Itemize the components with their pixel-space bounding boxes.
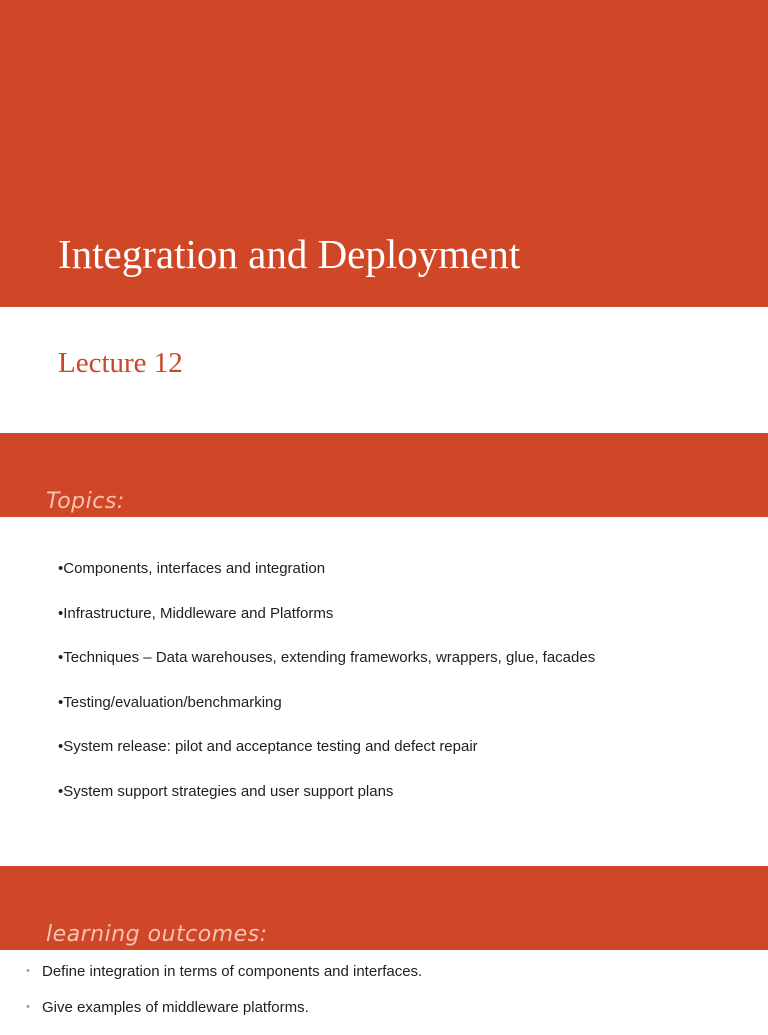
list-item: •Testing/evaluation/benchmarking <box>58 693 282 711</box>
list-item: •System support strategies and user support plans <box>58 782 394 800</box>
list-item-text: Define integration in terms of components and interfaces. <box>42 963 423 980</box>
list-item: •System release: pilot and acceptance testing and defect repair <box>58 738 478 756</box>
lecture-subtitle: Lecture 12 <box>58 347 183 379</box>
list-item-text: Give examples of middleware platforms. <box>42 999 309 1016</box>
bullet-icon: • <box>26 1001 30 1013</box>
list-item: •Techniques – Data warehouses, extending frameworks, wrappers, glue, facades <box>58 649 596 667</box>
title-slide-banner <box>0 0 768 307</box>
list-item: •Infrastructure, Middleware and Platforms <box>58 604 334 622</box>
presentation-title: Integration and Deployment <box>58 231 521 277</box>
bullet-icon: • <box>26 965 30 977</box>
outcomes-header-banner <box>0 866 768 950</box>
topics-heading: Topics: <box>46 489 125 514</box>
topics-list <box>58 560 595 828</box>
outcomes-list <box>26 963 422 1035</box>
outcomes-heading: learning outcomes: <box>46 922 268 947</box>
list-item <box>26 963 422 999</box>
topics-header-banner <box>0 433 768 517</box>
list-item: •Components, interfaces and integration <box>58 560 326 577</box>
list-item <box>26 999 422 1035</box>
